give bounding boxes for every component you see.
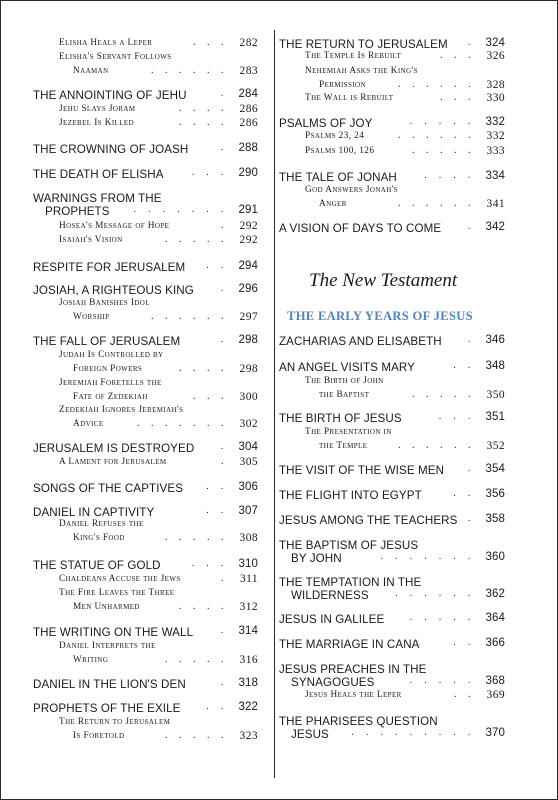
toc-entry-title: DANIEL IN THE LION'S DEN bbox=[33, 678, 186, 691]
toc-page-number: 360 bbox=[485, 551, 505, 563]
toc-entry-title: THE TEMPTATION IN THE bbox=[279, 576, 422, 589]
toc-entry-title: THE ANNOINTING OF JEHU bbox=[33, 89, 187, 102]
toc-leader-dots: . bbox=[220, 441, 228, 452]
toc-leader-dots: . bbox=[221, 220, 228, 231]
toc-page-number: 298 bbox=[239, 362, 258, 375]
toc-entry-title: PROPHETS OF THE EXILE bbox=[33, 702, 181, 715]
toc-leader-dots: . . . bbox=[440, 92, 475, 103]
toc-entry[interactable] bbox=[279, 222, 505, 237]
toc-leader-dots: . bbox=[467, 37, 475, 48]
toc-entry-title: THE BIRTH OF JESUS bbox=[279, 412, 402, 425]
toc-entry-title: WILDERNESS bbox=[291, 589, 369, 602]
toc-leader-dots: . . bbox=[206, 481, 228, 492]
toc-entry-title: JESUS bbox=[291, 728, 329, 741]
toc-entry-title: THE RETURN TO JERUSALEM bbox=[279, 38, 448, 51]
toc-leader-dots: . . . . . . bbox=[394, 588, 475, 599]
toc-entry-title: The Temple Is Rebuilt bbox=[305, 51, 402, 61]
toc-page-number: 352 bbox=[486, 439, 505, 452]
toc-page-number: 288 bbox=[238, 142, 258, 154]
toc-subentry[interactable] bbox=[279, 376, 505, 405]
toc-entry-title: Nehemiah Asks the King's bbox=[305, 66, 418, 76]
toc-leader-dots: . . . . . . bbox=[398, 130, 475, 141]
toc-page-number: 362 bbox=[485, 588, 505, 600]
toc-leader-dots: . . . . . . . . . bbox=[351, 727, 475, 738]
toc-entry-title: Jezebel Is Killed bbox=[59, 118, 135, 128]
toc-page-number: 310 bbox=[238, 558, 258, 570]
toc-leader-dots: . bbox=[467, 334, 475, 345]
toc-entry-title: Josiah Banishes Idol bbox=[59, 298, 150, 308]
toc-leader-dots: . . . . . . . bbox=[137, 417, 228, 429]
toc-page-number: 305 bbox=[239, 456, 258, 468]
toc-leader-dots: . bbox=[220, 677, 228, 688]
toc-entry-title: Jeremiah Foretells the bbox=[59, 378, 162, 388]
toc-entry-title: THE FLIGHT INTO EGYPT bbox=[279, 489, 422, 502]
toc-entry-title: JERUSALEM IS DESTROYED bbox=[33, 442, 195, 455]
toc-page-number: 341 bbox=[486, 197, 505, 210]
toc-leader-dots: . . bbox=[453, 488, 475, 499]
early-years-heading: THE EARLY YEARS OF JESUS bbox=[287, 309, 473, 323]
toc-leader-dots: . . . . bbox=[179, 600, 228, 612]
new-testament-title: The New Testament bbox=[309, 270, 458, 291]
toc-entry-title: The Return to Jerusalem bbox=[59, 717, 171, 727]
toc-entry-title: RESPITE FOR JERUSALEM bbox=[33, 261, 186, 274]
toc-entry-title: Permission bbox=[319, 79, 366, 90]
toc-entry-title: JOSIAH, A RIGHTEOUS KING bbox=[33, 284, 194, 297]
toc-subentry[interactable] bbox=[279, 690, 505, 706]
toc-page-number: 358 bbox=[485, 513, 505, 525]
toc-leader-dots: . bbox=[467, 221, 475, 232]
toc-entry-title: ZACHARIAS AND ELISABETH bbox=[279, 335, 442, 348]
toc-entry-title: Fate of Zedekiah bbox=[73, 391, 148, 402]
toc-leader-dots: . bbox=[221, 573, 228, 584]
toc-leader-dots: . . . bbox=[440, 50, 475, 61]
toc-entry-title: The Wall is Rebuilt bbox=[305, 93, 394, 103]
toc-entry-title: Naaman bbox=[73, 65, 109, 76]
toc-entry-title: JESUS IN GALILEE bbox=[279, 613, 385, 626]
toc-leader-dots: . . . . . bbox=[409, 612, 475, 623]
toc-page-number: 314 bbox=[238, 625, 258, 637]
toc-entry-title: God Answers Jonah's bbox=[305, 185, 399, 195]
toc-entry-title: THE FALL OF JERUSALEM bbox=[33, 335, 181, 348]
toc-leader-dots: . . . . . . . bbox=[133, 204, 228, 215]
toc-leader-dots: . . . . . bbox=[412, 145, 475, 156]
toc-leader-dots: . bbox=[220, 88, 228, 99]
toc-page-number: 369 bbox=[486, 689, 505, 701]
toc-entry[interactable] bbox=[279, 576, 505, 604]
toc-entry-title: THE VISIT OF THE WISE MEN bbox=[279, 464, 445, 477]
toc-leader-dots: . . . . . . bbox=[151, 64, 228, 76]
toc-page-number: 284 bbox=[238, 88, 258, 100]
toc-page-number: 306 bbox=[238, 481, 258, 493]
toc-leader-dots: . . . . . bbox=[165, 531, 228, 543]
toc-leader-dots: . . . . bbox=[179, 362, 228, 374]
toc-page-number: 296 bbox=[238, 283, 258, 295]
toc-entry[interactable] bbox=[279, 464, 505, 479]
toc-leader-dots: . . . bbox=[191, 167, 228, 178]
toc-entry[interactable] bbox=[279, 715, 505, 743]
toc-page-number: 350 bbox=[486, 388, 505, 401]
toc-page-number: 304 bbox=[238, 441, 258, 453]
toc-leader-dots: . . . . . bbox=[165, 653, 228, 665]
toc-page-number: 302 bbox=[239, 417, 258, 430]
toc-entry-title: Daniel Refuses the bbox=[59, 519, 144, 529]
toc-entry[interactable] bbox=[279, 663, 505, 691]
toc-page-number: 351 bbox=[485, 411, 505, 423]
toc-entry-title: Advice bbox=[73, 418, 104, 429]
toc-entry-title: The Birth of John bbox=[305, 376, 384, 386]
toc-entry-title: The Fire Leaves the Three bbox=[59, 588, 175, 598]
toc-entry[interactable] bbox=[279, 539, 505, 567]
toc-entry-title: JESUS PREACHES IN THE bbox=[279, 663, 427, 676]
toc-leader-dots: . bbox=[220, 334, 228, 345]
toc-page-number: 332 bbox=[486, 130, 505, 142]
toc-page-number: 356 bbox=[485, 488, 505, 500]
toc-entry-title: Men Unharmed bbox=[73, 601, 140, 612]
toc-page-number: 366 bbox=[485, 637, 505, 649]
toc-entry-title: the Temple bbox=[319, 440, 368, 451]
toc-page-number: 291 bbox=[238, 204, 258, 216]
toc-entry-title: Hosea's Message of Hope bbox=[59, 221, 170, 231]
toc-leader-dots: . . bbox=[454, 689, 475, 700]
toc-subentry[interactable] bbox=[279, 51, 505, 67]
toc-entry-title: Psalms 100, 126 bbox=[305, 146, 375, 156]
toc-page-number: 294 bbox=[238, 260, 258, 272]
toc-leader-dots: . . . . . bbox=[409, 116, 475, 127]
toc-page-number: 322 bbox=[238, 701, 258, 713]
toc-leader-dots: . . . . . bbox=[165, 729, 228, 741]
toc-subentry[interactable] bbox=[279, 93, 505, 109]
toc-page-number: 307 bbox=[238, 505, 258, 517]
toc-page-number: 282 bbox=[239, 37, 258, 49]
toc-entry-title: King's Food bbox=[73, 532, 125, 543]
toc-page-number: 324 bbox=[485, 37, 505, 49]
toc-entry[interactable] bbox=[279, 361, 505, 376]
toc-page-number: 290 bbox=[238, 167, 258, 179]
toc-page-number: 333 bbox=[486, 145, 505, 157]
toc-page-number: 334 bbox=[485, 170, 505, 182]
toc-leader-dots: . . . . bbox=[424, 170, 475, 181]
toc-entry-title: THE STATUE OF GOLD bbox=[33, 559, 161, 572]
toc-entry-title: SONGS OF THE CAPTIVES bbox=[33, 482, 184, 495]
toc-page-number: 330 bbox=[486, 92, 505, 104]
toc-page-number: 292 bbox=[239, 234, 258, 246]
toc-entry-title: Zedekiah Ignores Jeremiah's bbox=[59, 405, 184, 415]
toc-page-number: 368 bbox=[485, 675, 505, 687]
toc-page-number: 323 bbox=[239, 729, 258, 742]
toc-leader-dots: . . . . . . bbox=[151, 310, 228, 322]
toc-entry-title: DANIEL IN CAPTIVITY bbox=[33, 506, 155, 519]
toc-entry-title: Elisha Heals a Leper bbox=[59, 38, 153, 48]
toc-subentry[interactable] bbox=[279, 185, 505, 214]
toc-page-number: 316 bbox=[239, 653, 258, 666]
toc-entry-title: THE BAPTISM OF JESUS bbox=[279, 539, 419, 552]
toc-leader-dots: . bbox=[221, 456, 228, 467]
toc-page-number: 318 bbox=[238, 677, 258, 689]
toc-leader-dots: . . . bbox=[193, 390, 228, 402]
toc-leader-dots: . bbox=[220, 283, 228, 294]
toc-page-number: 370 bbox=[485, 727, 505, 739]
toc-entry-title: JESUS AMONG THE TEACHERS bbox=[279, 514, 458, 527]
toc-entry-title: SYNAGOGUES bbox=[291, 676, 375, 689]
toc-leader-dots: . . bbox=[453, 360, 475, 371]
toc-entry[interactable] bbox=[279, 489, 505, 504]
toc-entry-title: Foreign Powers bbox=[73, 363, 143, 374]
toc-entry-title: THE TALE OF JONAH bbox=[279, 171, 397, 184]
toc-entry-title: THE MARRIAGE IN CANA bbox=[279, 638, 420, 651]
toc-page-number: 286 bbox=[239, 103, 258, 115]
toc-leader-dots: . . . . bbox=[179, 103, 228, 114]
toc-page-number: 292 bbox=[239, 220, 258, 232]
toc-subentry[interactable] bbox=[279, 427, 505, 456]
toc-entry-title: Anger bbox=[319, 198, 347, 209]
toc-subentry[interactable] bbox=[279, 146, 505, 162]
toc-entry-title: AN ANGEL VISITS MARY bbox=[279, 361, 416, 374]
toc-leader-dots: . . bbox=[206, 260, 228, 271]
toc-entry-title: Daniel Interprets the bbox=[59, 641, 156, 651]
toc-leader-dots: . . . . . bbox=[409, 675, 475, 686]
toc-entry-title: Writing bbox=[73, 654, 109, 665]
toc-page-number: 348 bbox=[485, 360, 505, 372]
toc-leader-dots: . . . . . . bbox=[398, 78, 475, 90]
toc-entry-title: BY JOHN bbox=[291, 552, 342, 565]
toc-page-number: 346 bbox=[485, 334, 505, 346]
toc-leader-dots: . . . . . . bbox=[398, 197, 475, 209]
toc-leader-dots: . . bbox=[206, 701, 228, 712]
toc-page-number: 312 bbox=[239, 600, 258, 613]
toc-page-number: 332 bbox=[485, 116, 505, 128]
toc-leader-dots: . . . . . bbox=[412, 388, 475, 400]
toc-page-number: 326 bbox=[486, 50, 505, 62]
toc-leader-dots: . . bbox=[453, 637, 475, 648]
toc-entry-title: A VISION OF DAYS TO COME bbox=[279, 222, 442, 235]
toc-page-number: 364 bbox=[485, 612, 505, 624]
toc-entry-title: Elisha's Servant Follows bbox=[59, 52, 172, 62]
toc-page-number: 298 bbox=[238, 334, 258, 346]
toc-page-number: 342 bbox=[485, 221, 505, 233]
toc-page-number: 300 bbox=[239, 390, 258, 403]
toc-leader-dots: . . . . . bbox=[165, 234, 228, 245]
toc-entry-title: THE DEATH OF ELISHA bbox=[33, 168, 164, 181]
toc-page-number: 283 bbox=[239, 64, 258, 77]
toc-page-number: 297 bbox=[239, 310, 258, 323]
toc-entry-title: Is Foretold bbox=[73, 730, 125, 741]
toc-entry-title: PROPHETS bbox=[45, 205, 110, 218]
toc-leader-dots: . . bbox=[206, 505, 228, 516]
toc-entry[interactable] bbox=[279, 638, 505, 653]
toc-entry-title: Chaldeans Accuse the Jews bbox=[59, 574, 181, 584]
toc-entry[interactable] bbox=[279, 171, 505, 186]
toc-entry-title: Psalms 23, 24 bbox=[305, 131, 365, 141]
toc-leader-dots: . . . . . . bbox=[398, 439, 475, 451]
toc-entry-title: PSALMS OF JOY bbox=[279, 117, 373, 130]
toc-page-number: 308 bbox=[239, 531, 258, 544]
toc-entry-title: Worship bbox=[73, 311, 110, 322]
toc-entry[interactable] bbox=[279, 613, 505, 628]
toc-entry[interactable] bbox=[279, 514, 505, 529]
toc-entry-title: WARNINGS FROM THE bbox=[33, 192, 162, 205]
toc-leader-dots: . . . . . . . bbox=[380, 551, 475, 562]
toc-leader-dots: . bbox=[467, 513, 475, 524]
toc-subentry[interactable] bbox=[279, 66, 505, 95]
toc-leader-dots: . . . bbox=[191, 558, 228, 569]
toc-entry-title: Jehu Slays Joram bbox=[59, 104, 136, 114]
toc-entry-title: Judah Is Controlled by bbox=[59, 350, 164, 360]
toc-entry[interactable] bbox=[279, 335, 505, 350]
toc-page-number: 286 bbox=[239, 117, 258, 129]
toc-page-number: 328 bbox=[486, 78, 505, 91]
toc-entry-title: the Baptist bbox=[319, 389, 370, 400]
toc-entry-title: A Lament for Jerusalem bbox=[59, 457, 167, 467]
toc-page-number: 311 bbox=[239, 573, 258, 585]
toc-leader-dots: . bbox=[467, 463, 475, 474]
toc-entry-title: Jesus Heals the Leper bbox=[305, 690, 402, 700]
toc-entry[interactable] bbox=[279, 412, 505, 427]
toc-leader-dots: . . . . bbox=[179, 117, 228, 128]
toc-entry-title: THE CROWNING OF JOASH bbox=[33, 143, 189, 156]
toc-page-number: 354 bbox=[485, 463, 505, 475]
toc-entry-title: THE PHARISEES QUESTION bbox=[279, 715, 438, 728]
toc-entry-title: Isaiah's Vision bbox=[59, 235, 123, 245]
toc-entry-title: THE WRITING ON THE WALL bbox=[33, 626, 194, 639]
toc-leader-dots: . bbox=[220, 625, 228, 636]
toc-leader-dots: . . . bbox=[193, 37, 228, 48]
toc-entry-title: The Presentation in bbox=[305, 427, 392, 437]
toc-leader-dots: . bbox=[220, 142, 228, 153]
toc-leader-dots: . . . bbox=[438, 411, 475, 422]
